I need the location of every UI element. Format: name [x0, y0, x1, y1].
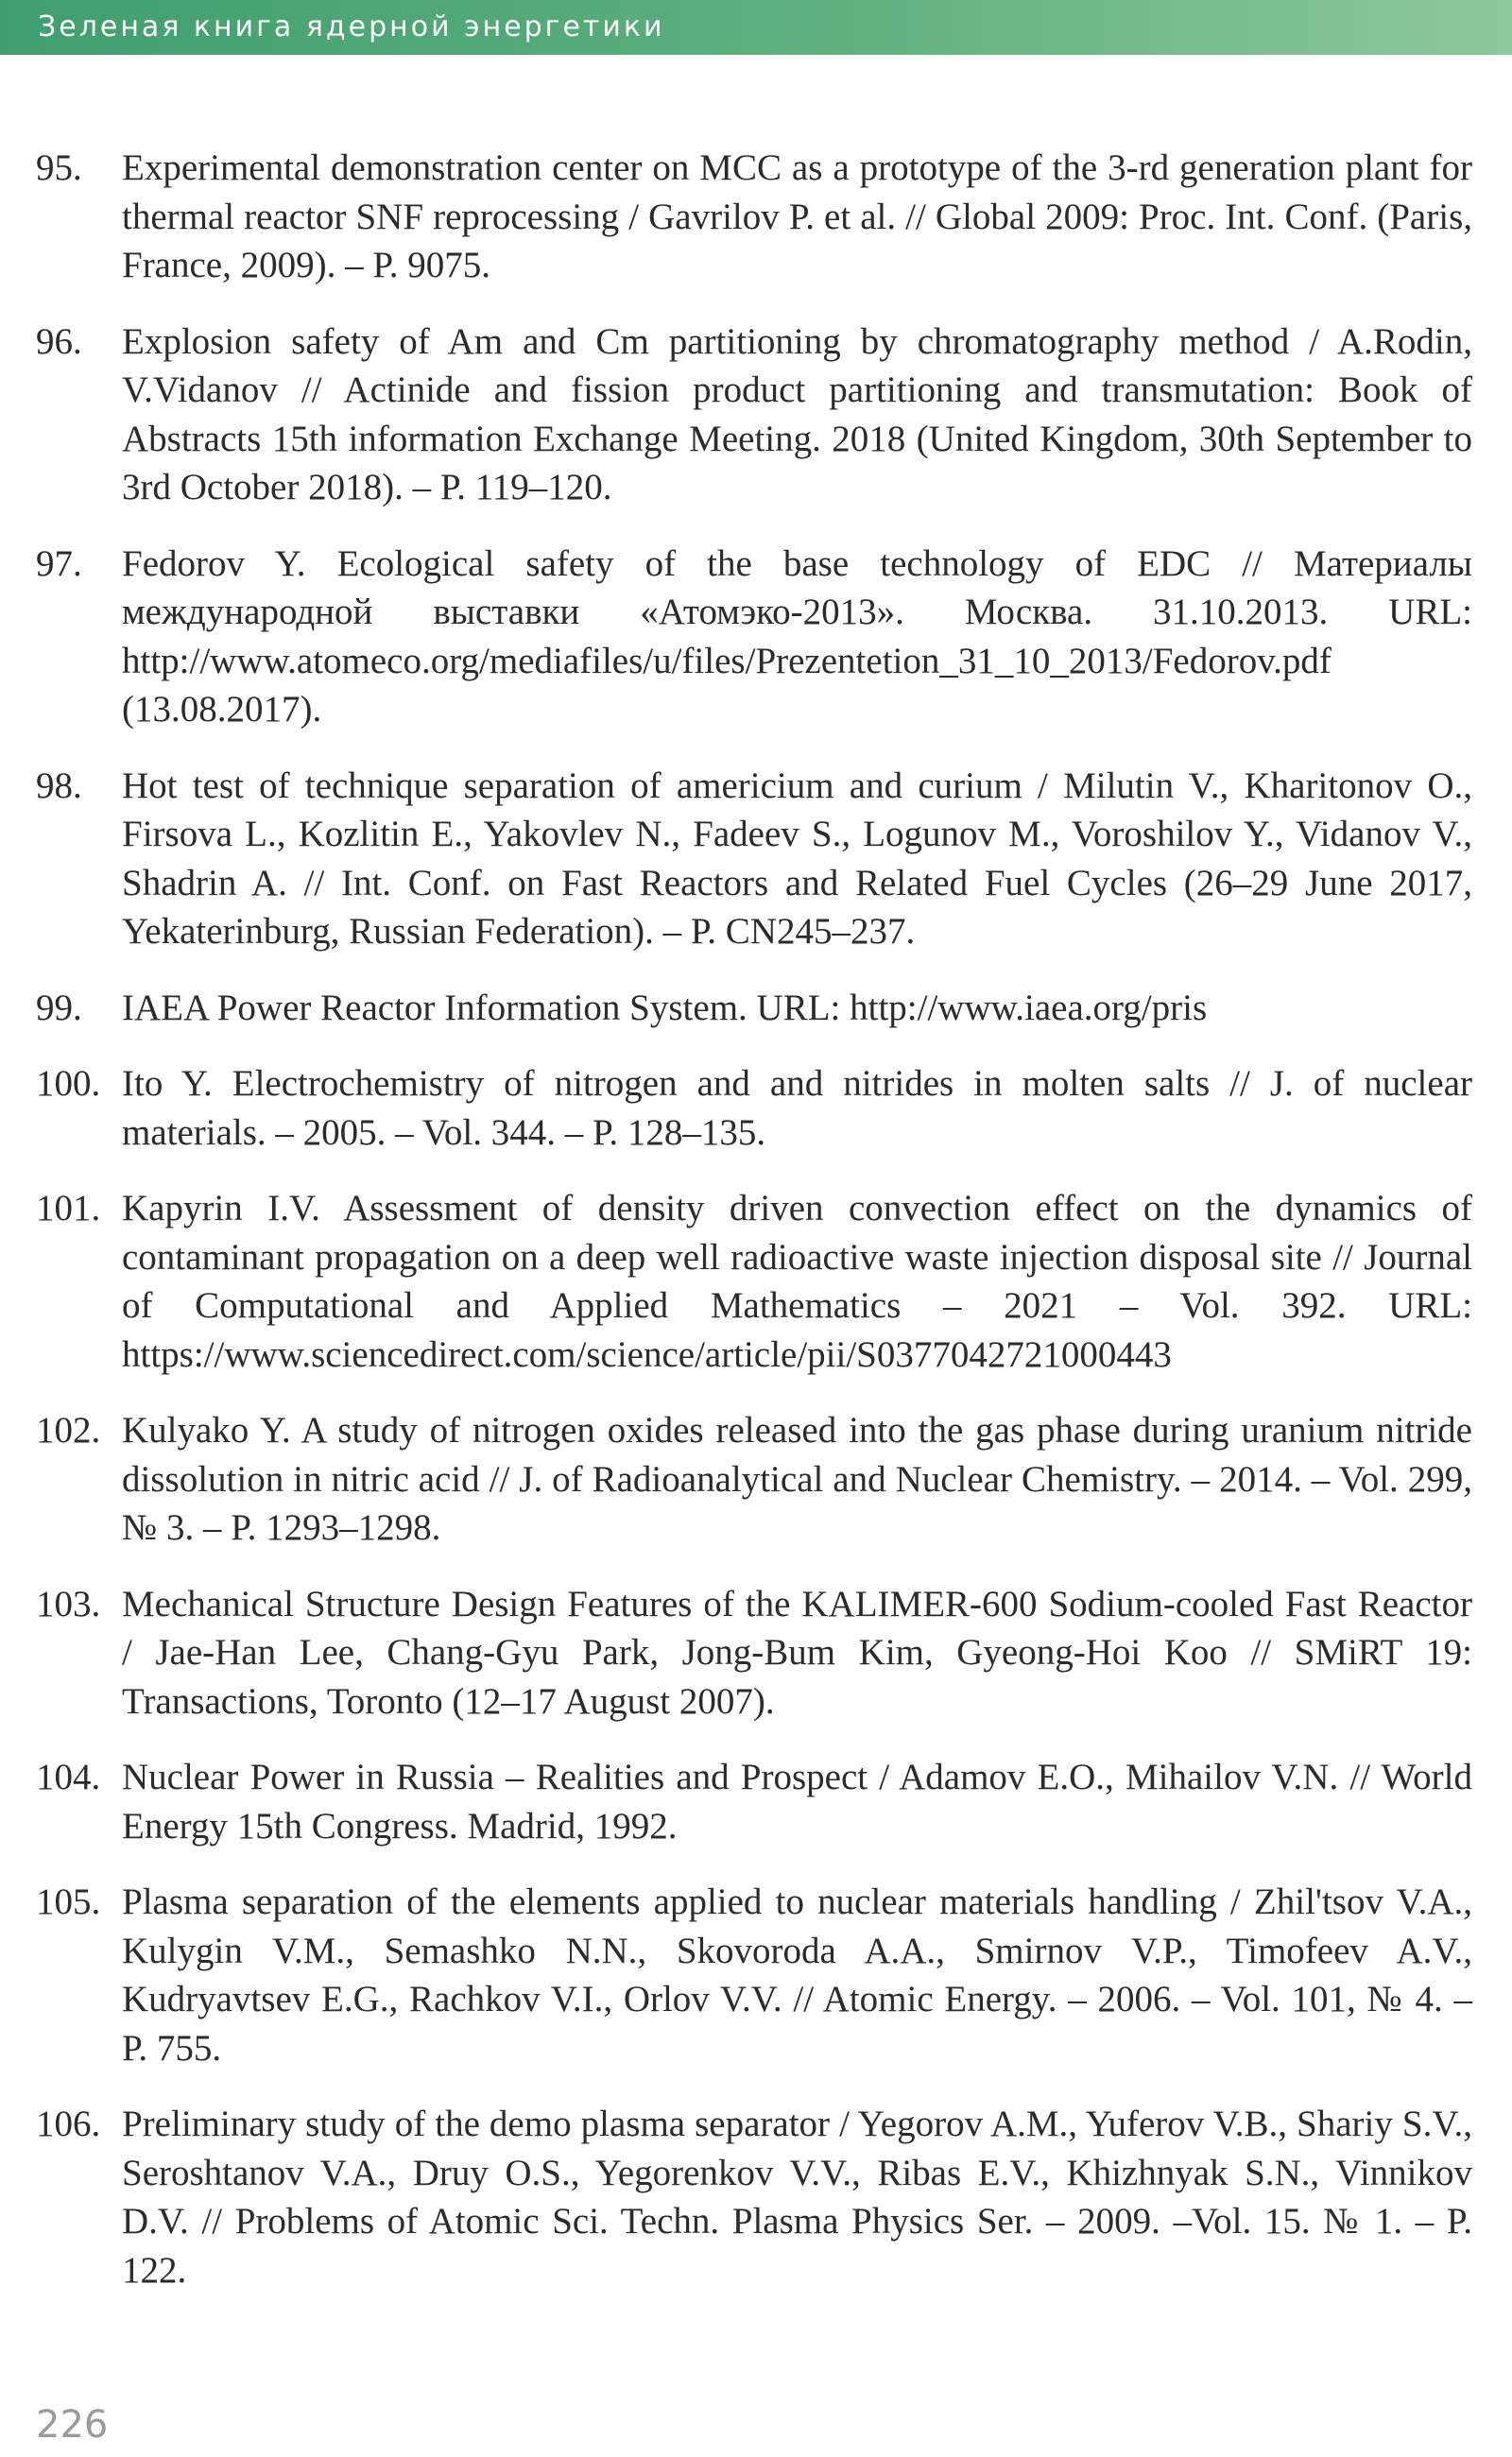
reference-number: 102.: [36, 1410, 101, 1451]
reference-number: 105.: [36, 1881, 101, 1922]
reference-number: 101.: [36, 1188, 101, 1228]
reference-text: Plasma separation of the elements applied to nuclear materials handling / Zhil'tsov V.A., Kulygin V.M., Semashko N.N., Skovoroda A.A., Smirnov V.P., Timofeev A.V., Kudryavtsev E.G., Rachkov V.I., Orlov V.V. // Atomic Energy. – 2006. – Vol. 101, № 4. – P. 755.: [122, 1881, 1472, 2069]
reference-text: Preliminary study of the demo plasma separator / Yegorov A.M., Yuferov V.B., Shariy S.V., Seroshtanov V.A., Druy O.S., Yegorenkov V.V., Ribas E.V., Khizhnyak S.N., Vinnikov D.V. // Problems of Atomic Sci. Techn. Plasma Physics Ser. – 2009. –Vol. 15. № 1. – P. 122.: [122, 2104, 1472, 2291]
reference-number: 103.: [36, 1583, 101, 1624]
reference-text: IAEA Power Reactor Information System. URL: http://www.iaea.org/pris: [122, 987, 1208, 1028]
reference-item: [36, 1878, 1472, 2072]
reference-text: Explosion safety of Am and Cm partitioning by chromatography method / A.Rodin, V.Vidanov // Actinide and fission product partitioning and transmutation: Book of Abstracts 15th information Exchange Meeting. 2018 (United Kingdom, 30th September to 3rd October 2018). – P. 119–120.: [122, 320, 1472, 507]
reference-item: [36, 1184, 1472, 1379]
reference-text: Ito Y. Electrochemistry of nitrogen and and nitrides in molten salts // J. of nuclear materials. – 2005. – Vol. 344. – P. 128–135.: [122, 1063, 1472, 1153]
reference-item: [36, 2100, 1472, 2294]
reference-item: [36, 984, 1472, 1033]
reference-item: [36, 540, 1472, 734]
reference-number: 106.: [36, 2104, 101, 2144]
reference-item: [36, 1753, 1472, 1850]
running-header-title: Зеленая книга ядерной энергетики: [38, 10, 665, 43]
reference-number: 95.: [36, 147, 82, 188]
reference-text: Nuclear Power in Russia – Realities and Prospect / Adamov E.O., Mihailov V.N. // World Energy 15th Congress. Madrid, 1992.: [122, 1757, 1472, 1847]
reference-text: Experimental demonstration center on MCC as a prototype of the 3-rd generation plant for thermal reactor SNF reprocessing / Gavrilov P. et al. // Global 2009: Proc. Int. Conf. (Paris, France, 2009). – P. 9075.: [122, 147, 1472, 285]
reference-item: [36, 1406, 1472, 1553]
reference-item: [36, 144, 1472, 290]
reference-text: Fedorov Y. Ecological safety of the base technology of EDC // Материалы международной выставки «Атомэко-2013». Москва. 31.10.2013. URL: http://www.atomeco.org/mediafiles/u/files/Prezentetion_31_10_2013/Fedorov.pdf (13.08.2017).: [122, 542, 1472, 730]
reference-number: 98.: [36, 765, 82, 806]
reference-item: [36, 1580, 1472, 1727]
reference-item: [36, 318, 1472, 512]
page-header-band: [0, 0, 1512, 55]
reference-list: [36, 144, 1472, 2322]
reference-text: Hot test of technique separation of americium and curium / Milutin V., Kharitonov O., Firsova L., Kozlitin E., Yakovlev N., Fadeev S., Logunov M., Voroshilov Y., Vidanov V., Shadrin A. // Int. Conf. on Fast Reactors and Related Fuel Cycles (26–29 June 2017, Yekaterinburg, Russian Federation). – P. CN245–237.: [122, 765, 1472, 952]
reference-number: 100.: [36, 1063, 101, 1104]
reference-item: [36, 1059, 1472, 1157]
reference-text: Mechanical Structure Design Features of the KALIMER-600 Sodium-cooled Fast Reactor / Jae-Han Lee, Chang-Gyu Park, Jong-Bum Kim, Gyeong-Hoi Koo // SMiRT 19: Transactions, Toronto (12–17 August 2007).: [122, 1583, 1472, 1722]
reference-number: 96.: [36, 320, 82, 362]
page-number: 226: [36, 2403, 109, 2447]
reference-number: 97.: [36, 542, 82, 584]
reference-item: [36, 762, 1472, 956]
reference-number: 104.: [36, 1757, 101, 1797]
reference-text: Kapyrin I.V. Assessment of density driven convection effect on the dynamics of contaminant propagation on a deep well radioactive waste injection disposal site // Journal of Computational and Applied Mathematics – 2021 – Vol. 392. URL: https://www.sciencedirect.com/science/article/pii/S0377042721000443: [122, 1188, 1472, 1375]
reference-text: Kulyako Y. A study of nitrogen oxides released into the gas phase during uranium nitride dissolution in nitric acid // J. of Radioanalytical and Nuclear Chemistry. – 2014. – Vol. 299, № 3. – P. 1293–1298.: [122, 1410, 1472, 1548]
reference-number: 99.: [36, 987, 82, 1028]
